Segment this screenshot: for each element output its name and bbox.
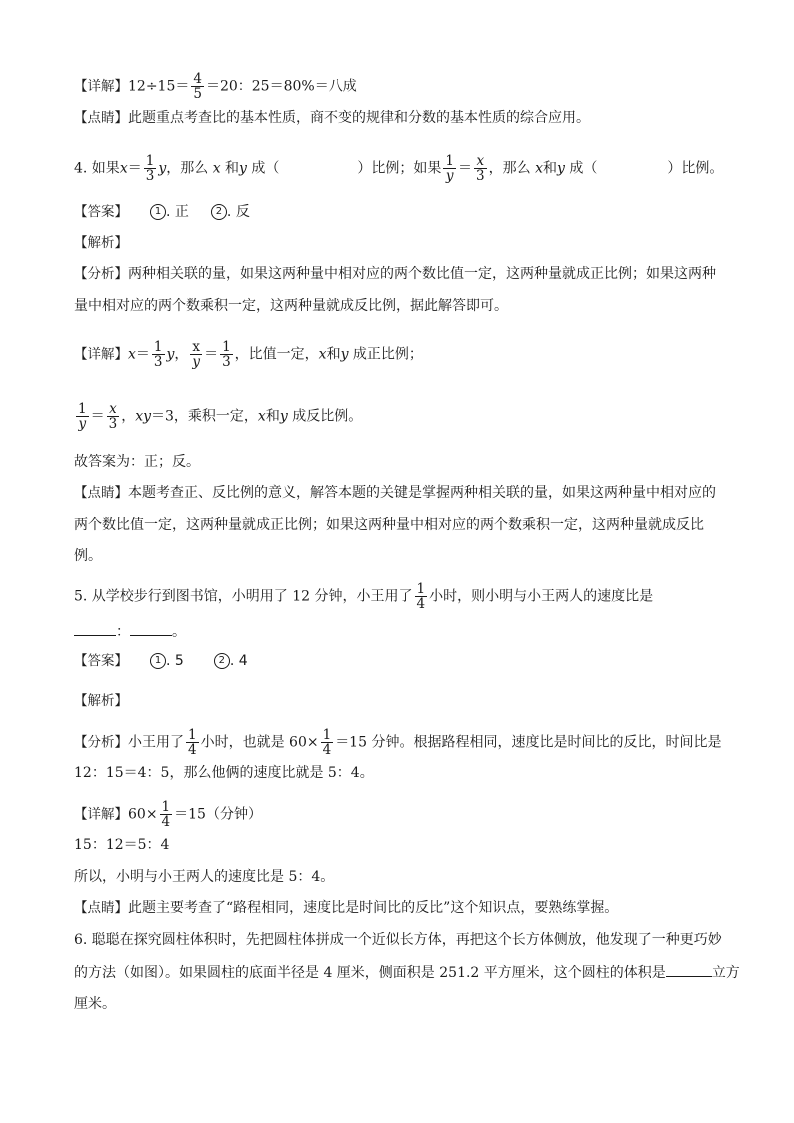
point-tag: 【点睛】 [74, 485, 128, 501]
detail-line: 所以，小明与小王两人的速度比是 5：4。 [74, 869, 335, 885]
question-6: 的方法（如图）。如果圆柱的底面半径是 4 厘米，侧面积是 251.2 平方厘米，这个圆柱的体积是 立方 [74, 962, 740, 983]
question-6: 6. 聪聪在探究圆柱体积时，先把圆柱体拼成一个近似长方体，再把这个长方体侧放，他发现了一种更巧妙 [74, 932, 722, 948]
point-tag: 【点睛】 [74, 110, 128, 126]
answer-tag: 【答案】 [74, 204, 128, 220]
detail-line: $\frac{1}{y}$ ＝ $\frac{x}{3}$ ，xy＝3，乘积一定，x和y 成反比例。 [78, 401, 363, 433]
analysis-heading: 【解析】 [74, 235, 128, 251]
fraction: $\frac{1}{4}$ [188, 727, 197, 759]
circled-number: 1 [150, 653, 166, 669]
detail-line: 【详解】60× $\frac{1}{4}$ ＝15（分钟） [74, 799, 262, 831]
point-tag: 【点睛】 [74, 900, 128, 916]
point-line: 两个数比值一定，这两种量就成正比例；如果这两种量中相对应的两个数乘积一定，这两种量就成反比 [74, 517, 704, 533]
analyze-line: 【分析】小王用了 $\frac{1}{4}$ 小时，也就是 60× $\frac{1}{4}$ ＝15 分钟。根据路程相同，速度比是时间比的反比，时间比是 [74, 727, 722, 759]
fraction: $\frac{1}{4}$ [322, 727, 332, 759]
detail-expr-a: 12÷15＝ [128, 78, 190, 95]
analyze-line: 量中相对应的两个数乘积一定，这两种量就成反比例，据此解答即可。 [74, 298, 508, 314]
answer-blank [666, 962, 712, 977]
conclusion-line: 故答案为：正；反。 [74, 454, 200, 470]
fraction: $\frac{1}{3}$ [153, 339, 163, 371]
analyze-line: 【分析】两种相关联的量，如果这两种量中相对应的两个数比值一定，这两种量就成正比例；如果这两种 [74, 266, 716, 282]
detail-tag: 【详解】 [74, 346, 128, 363]
detail-line: 【详解】x＝ $\frac{1}{3}$ y， $\frac{x}{y}$ ＝ $\frac{1}{3}$ ，比值一定，x和y 成正比例； [74, 339, 423, 371]
analyze-tag: 【分析】 [74, 734, 128, 751]
point-line: 【点睛】此题主要考查了“路程相同，速度比是时间比的反比”这个知识点，要熟练掌握。 [74, 900, 619, 916]
analyze-line: 12：15＝4：5，那么他俩的速度比就是 5：4。 [74, 765, 374, 781]
analysis-heading: 【解析】 [74, 693, 128, 709]
fraction: $\frac{x}{3}$ [476, 153, 485, 185]
fraction: $\frac{1}{y}$ [445, 153, 455, 185]
analyze-tag: 【分析】 [74, 266, 128, 282]
detail-line [74, 72, 357, 101]
answer-blank [130, 621, 172, 636]
fraction: $\frac{x}{y}$ [192, 339, 201, 371]
detail-tag: 【详解】 [74, 78, 128, 95]
fraction: $\frac{1}{4}$ [416, 581, 426, 613]
answer-line: 【答案】 1 . 正 2 . 反 [74, 204, 250, 220]
question-5: 5. 从学校步行到图书馆，小明用了 12 分钟，小王用了 $\frac{1}{4}$ 小时，则小明与小王两人的速度比是 [74, 581, 654, 613]
fraction: $\frac{1}{y}$ [78, 401, 87, 433]
point-line: 例。 [74, 548, 102, 564]
detail-line: 15：12＝5：4 [74, 837, 170, 853]
answer-line: 【答案】 1 . 5 2 . 4 [74, 653, 248, 669]
detail-expr-b: ＝20：25＝80%＝八成 [205, 78, 357, 95]
question-4: 4. 如果x＝ $\frac{1}{3}$ y，那么 x 和y 成（ ）比例；如果 $\frac{1}{y}$ ＝ $\frac{x}{3}$ ，那么 x和y 成（ ）比例。 [74, 153, 724, 185]
fraction: $\frac{1}{4}$ [161, 799, 171, 831]
detail-tag: 【详解】 [74, 806, 128, 823]
question-6: 厘米。 [74, 996, 116, 1012]
answer-tag: 【答案】 [74, 653, 128, 669]
fraction: $\frac{4}{5}$ [193, 71, 202, 103]
circled-number: 1 [150, 204, 166, 220]
question-5-blanks: ： 。 [74, 621, 186, 642]
circled-number: 2 [214, 653, 230, 669]
fraction: $\frac{x}{3}$ [108, 401, 118, 433]
fraction: $\frac{1}{3}$ [222, 339, 231, 371]
point-line: 【点睛】本题考查正、反比例的意义，解答本题的关键是掌握两种相关联的量，如果这两种量中相对应的 [74, 485, 716, 501]
answer-blank [74, 621, 116, 636]
point-line [74, 108, 590, 128]
point-text: 此题重点考查比的基本性质，商不变的规律和分数的基本性质的综合应用。 [128, 110, 590, 126]
fraction: $\frac{1}{3}$ [145, 153, 155, 185]
circled-number: 2 [211, 204, 227, 220]
